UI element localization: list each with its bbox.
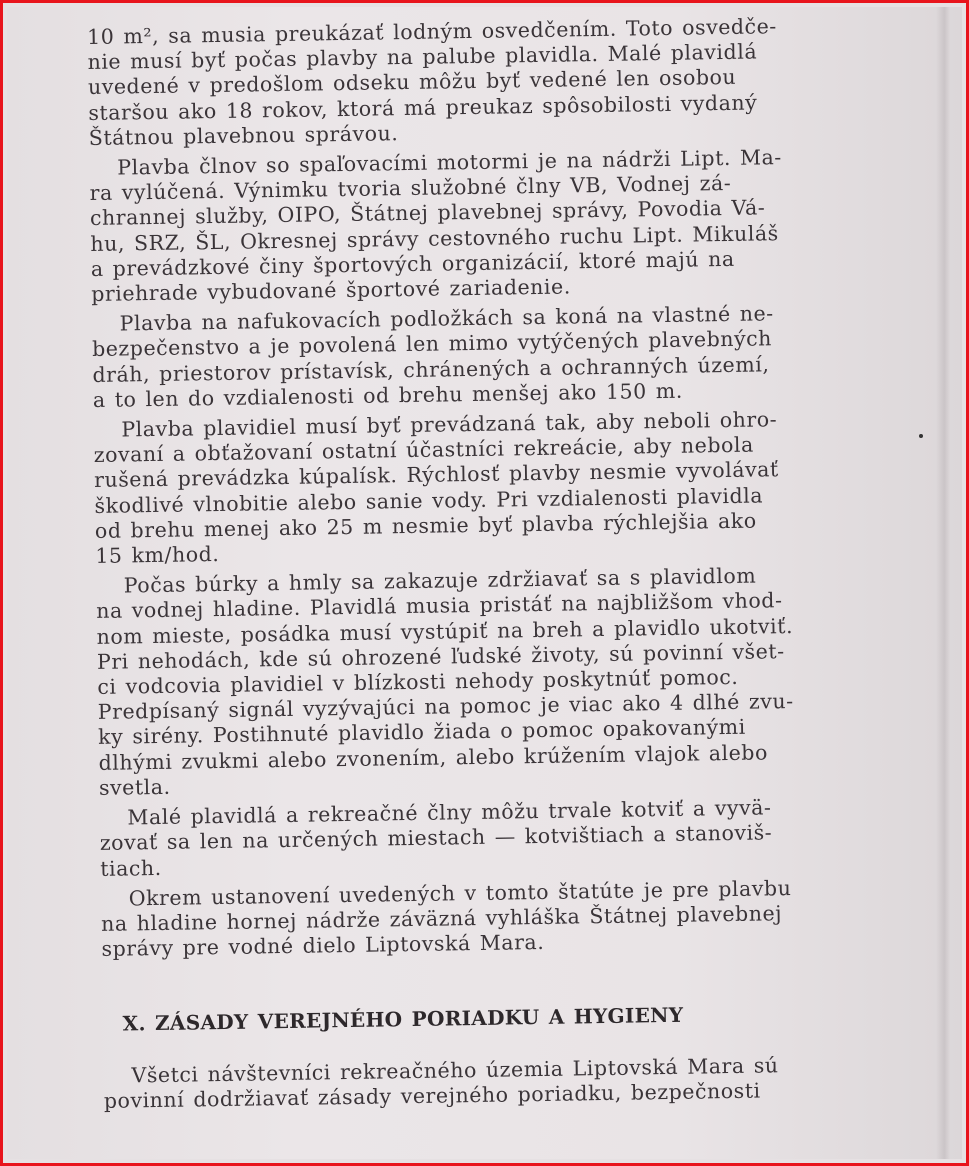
text-line: zovať sa len na určených miestach — kotvištiach a stanoviš- xyxy=(99,820,773,856)
text-line: nie musí byť počas plavby na palube plavidla. Malé plavidlá xyxy=(87,39,758,75)
text-line: uvedené v predošlom odseku môžu byť vedené len osobou xyxy=(87,65,737,100)
text-line: dráh, priestorov prístavísk, chránených a ochranných území, xyxy=(92,351,770,387)
text-line: škodlivé vlnobitie alebo sanie vody. Pri vzdialenosti plavidla xyxy=(94,483,764,518)
text-line: Plavba na nafukovacích podložkách sa koná na vlastné ne- xyxy=(119,301,774,336)
paragraph-sailing-conduct xyxy=(93,406,865,569)
text-line: tiach. xyxy=(100,855,162,881)
text-line: priehrade vybudované športové zariadenie. xyxy=(91,274,571,306)
text-line: Malé plavidlá a rekreačné člny môžu trvale kotviť a vyvä- xyxy=(127,795,772,830)
text-line: nom mieste, posádka musí vystúpiť na breh a plavidlo ukotviť. xyxy=(96,613,794,649)
text-line: Predpísaný signál vyzývajúci na pomoc je viac ako 4 dlhé zvu- xyxy=(97,689,794,725)
text-line: Okrem ustanovení uvedených v tomto štatúte je pre plavbu xyxy=(128,875,792,911)
text-line: Plavba plavidiel musí byť prevádzaná tak, aby neboli ohro- xyxy=(121,407,778,442)
text-line: na hladine hornej nádrže záväzná vyhláška Štátnej plavebnej xyxy=(100,901,783,936)
text-line: Všetci návštevníci rekreačného územia Liptovská Mara sú xyxy=(131,1052,779,1087)
text-line: Štátnou plavebnou správou. xyxy=(88,120,399,150)
paragraph-storm-rules xyxy=(96,562,869,801)
text-line: chrannej služby, OIPO, Štátnej plavebnej správy, Povodia Vá- xyxy=(89,195,766,231)
page-fold-shadow xyxy=(936,7,950,1159)
text-line: staršou ako 18 rokov, ktorá má preukaz spôsobilosti vydaný xyxy=(88,90,758,125)
text-line: a prevádzkové činy športových organizácií, ktoré majú na xyxy=(90,246,735,281)
document-text xyxy=(87,13,874,1119)
text-line: hu, SRZ, ŠL, Okresnej správy cestovného ruchu Lipt. Mikuláš xyxy=(90,220,779,256)
section-heading: X. ZÁSADY VEREJNÉHO PORIADKU A HYGIENY xyxy=(122,1003,684,1036)
text-line: správy pre vodné dielo Liptovská Mara. xyxy=(101,930,545,961)
paragraph-mooring xyxy=(99,794,870,882)
text-line: ra vylúčená. Výnimku tvoria služobné člny VB, Vodnej zá- xyxy=(89,171,732,206)
text-line: od brehu menej ako 25 m nesmie byť plavba rýchlejšia ako xyxy=(94,508,757,543)
text-line: svetla. xyxy=(98,774,171,800)
text-line: na vodnej hladine. Plavidlá musia pristáť na najbližšom vhod- xyxy=(96,588,783,624)
text-line: povinní dodržiavať zásady verejného poriadku, bezpečnosti xyxy=(103,1078,761,1113)
text-line: 15 km/hod. xyxy=(95,542,220,568)
paragraph-vessel-certificate xyxy=(87,13,859,151)
text-line: ci vodcovia plavidiel v blízkosti nehody poskytnúť pomoc. xyxy=(97,664,739,699)
text-line: rušená prevádzka kúpalísk. Rýchlosť plavby nesmie vyvolávať xyxy=(93,457,779,493)
text-line: bezpečenstvo a je povolená len mimo vytýčených plavebných xyxy=(91,326,773,362)
text-line: Pri nehodách, kde sú ohrozené ľudské životy, sú povinní všet- xyxy=(96,638,785,674)
text-line: 10 m², sa musia preukázať lodným osvedčením. Toto osvedče- xyxy=(87,14,777,49)
ink-speck xyxy=(919,434,923,438)
paragraph-motor-boats xyxy=(89,144,861,307)
text-line: ky sirény. Postihnuté plavidlo žiada o pomoc opakovanými xyxy=(98,715,746,750)
text-line: a to len do vzdialenosti od brehu menšej ako 150 m. xyxy=(92,378,683,412)
paragraph-inflatable-mats xyxy=(92,300,863,413)
text-line: dlhými zvukmi alebo zvonením, alebo krúžením vlajok alebo xyxy=(98,740,769,775)
paragraph-regulation-reference xyxy=(101,875,872,963)
scanned-page xyxy=(7,7,962,1159)
text-line: Počas búrky a hmly sa zakazuje zdržiavať sa s plavidlom xyxy=(123,563,757,598)
text-line: Plavba člnov so spaľovacími motormi je na nádrži Lipt. Ma- xyxy=(117,145,782,180)
paragraph-public-order xyxy=(103,1051,874,1113)
text-line: zovaní a obťažovaní ostatní účastníci rekreácie, aby nebola xyxy=(93,432,754,468)
